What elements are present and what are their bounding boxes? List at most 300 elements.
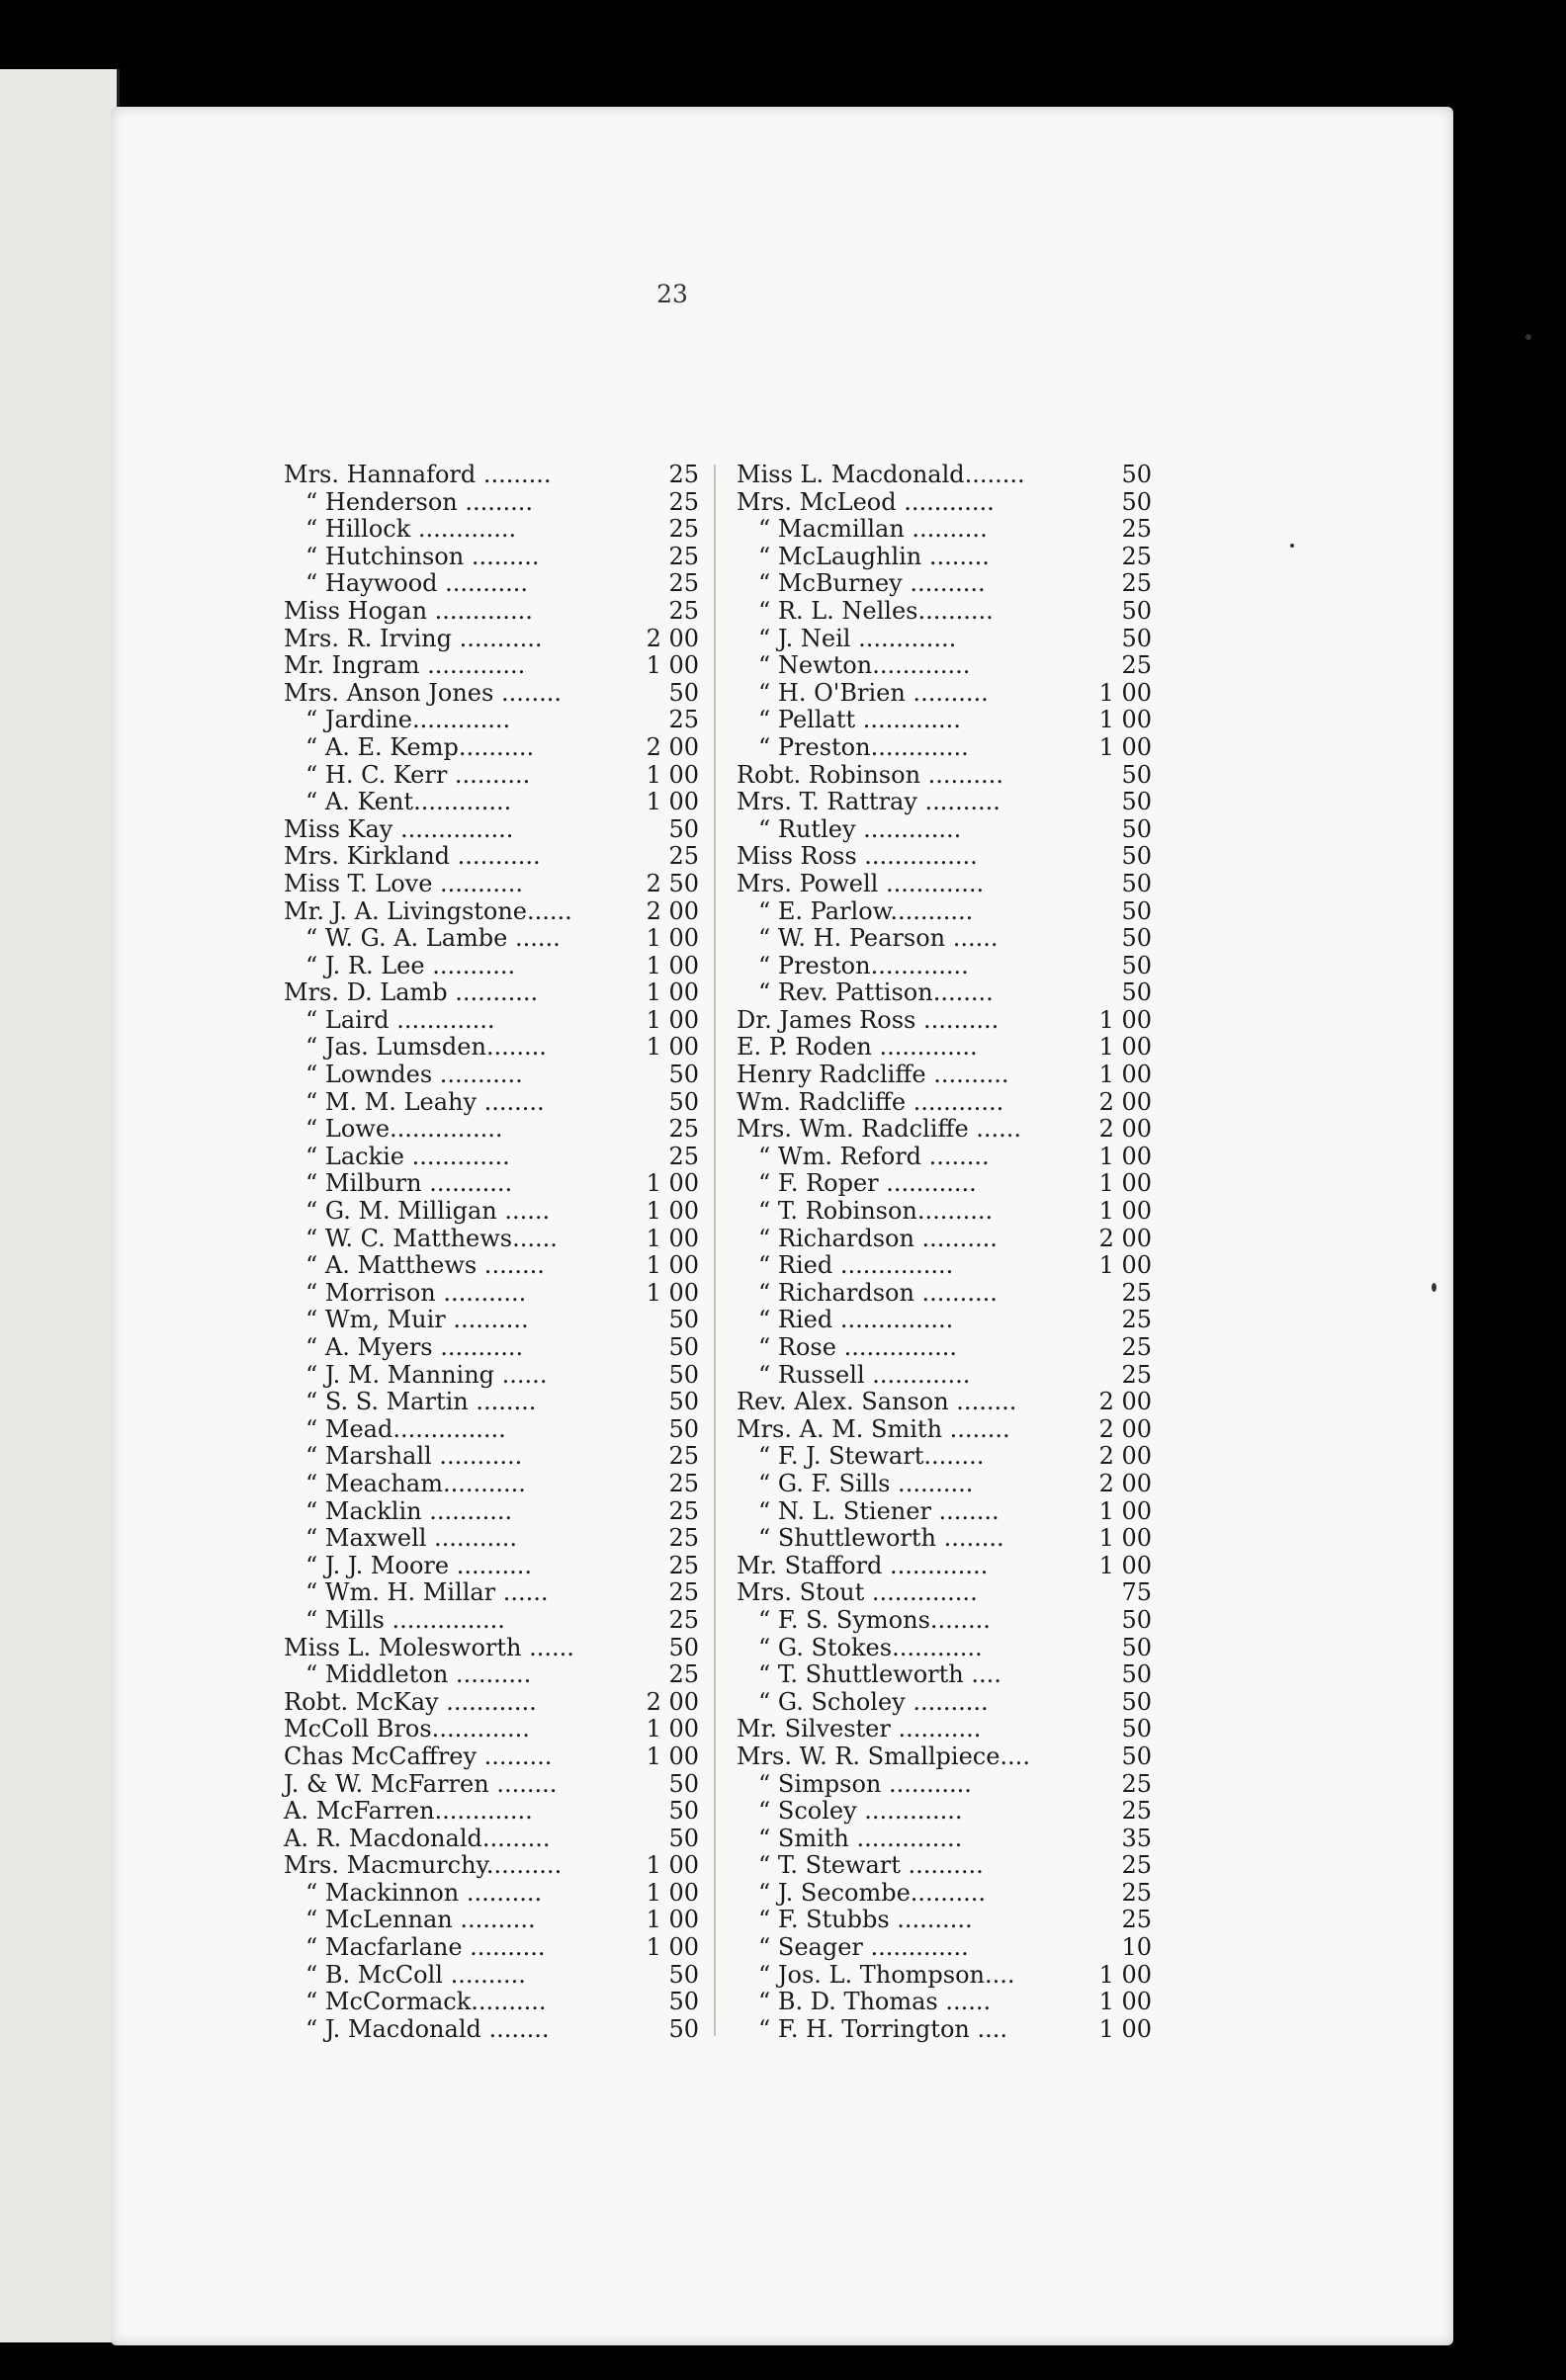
subscriber-entry <box>737 1907 1152 1934</box>
subscriber-entry <box>737 1144 1152 1171</box>
subscriber-entry <box>284 1144 699 1171</box>
subscriber-name: Robt. Robinson .......... <box>737 760 1003 789</box>
subscription-amount: 2 00 <box>1098 1115 1152 1144</box>
subscriber-entry <box>737 1607 1152 1635</box>
subscriber-entry <box>737 1579 1152 1607</box>
subscription-amount: 1 00 <box>646 1933 699 1962</box>
subscriber-name: Rev. Alex. Sanson ........ <box>737 1388 1017 1416</box>
subscriber-entry <box>284 626 699 653</box>
subscriber-entry <box>737 734 1152 762</box>
subscriber-name: “ A. Matthews ........ <box>305 1251 545 1280</box>
subscription-amount: 50 <box>668 1306 699 1334</box>
subscriber-name: “ J. Neil ............. <box>758 624 957 652</box>
subscriber-entry <box>737 544 1152 571</box>
subscriber-entry <box>284 898 699 926</box>
subscriber-entry <box>737 707 1152 734</box>
subscriber-entry <box>284 462 699 489</box>
subscriber-name: “ Jardine............. <box>305 706 511 734</box>
subscription-amount: 50 <box>1121 760 1152 789</box>
subscription-amount: 1 00 <box>646 1278 699 1307</box>
subscriber-name: “ B. McColl .......... <box>305 1960 526 1989</box>
subscriber-name: Wm. Radcliffe ............ <box>737 1087 1004 1116</box>
subscriber-entry <box>284 516 699 544</box>
subscription-amount: 25 <box>1121 569 1152 598</box>
subscriber-name: “ F. H. Torrington .... <box>758 2014 1007 2043</box>
subscriber-entry <box>737 1934 1152 1962</box>
subscriber-name: “ F. J. Stewart........ <box>758 1442 985 1471</box>
subscriber-name: Mrs. Hannaford ......... <box>284 461 552 488</box>
subscriber-entry <box>284 871 699 898</box>
subscriber-name: “ Maxwell ........... <box>305 1524 517 1553</box>
subscription-amount: 50 <box>1121 1605 1152 1634</box>
subscriber-entry <box>284 1635 699 1662</box>
subscription-amount: 1 00 <box>646 1878 699 1907</box>
subscription-amount: 1 00 <box>1098 1033 1152 1062</box>
subscriber-name: “ Ried ............... <box>758 1306 954 1334</box>
subscriber-entry <box>284 1389 699 1416</box>
subscriber-entry <box>737 1962 1152 1990</box>
subscription-amount: 25 <box>1121 1360 1152 1389</box>
subscription-amount: 25 <box>668 569 699 598</box>
subscription-amount: 25 <box>668 1496 699 1525</box>
subscription-amount: 50 <box>1121 842 1152 871</box>
subscriber-name: “ McCormack.......... <box>305 1988 547 2016</box>
subscriber-entry <box>737 516 1152 544</box>
subscriber-entry <box>284 1498 699 1526</box>
subscriber-entry <box>284 489 699 517</box>
subscription-amount: 2 00 <box>1098 1442 1152 1471</box>
subscriber-entry <box>284 816 699 844</box>
subscriber-entry <box>737 1771 1152 1799</box>
subscriber-name: Mr. Stafford ............. <box>737 1551 989 1579</box>
subscriber-name: Mr. Ingram ............. <box>284 651 526 680</box>
subscriber-name: Mr. Silvester ........... <box>737 1715 982 1743</box>
subscription-amount: 25 <box>1121 1278 1152 1307</box>
subscriber-entry <box>284 1362 699 1390</box>
subscriber-entry <box>737 1389 1152 1416</box>
subscriber-name: “ Richardson .......... <box>758 1278 998 1307</box>
subscription-amount: 50 <box>1121 1742 1152 1770</box>
subscription-amount: 1 00 <box>1098 2014 1152 2043</box>
subscriber-name: Dr. James Ross .......... <box>737 1005 1000 1034</box>
subscription-amount: 2 00 <box>646 732 699 761</box>
subscription-amount: 25 <box>668 1660 699 1689</box>
subscriber-entry <box>737 680 1152 708</box>
subscriber-name: “ McLennan .......... <box>305 1906 536 1934</box>
subscription-amount: 1 00 <box>1098 1169 1152 1198</box>
subscription-amount: 1 00 <box>1098 1988 1152 2016</box>
subscriber-name: “ Macfarlane .......... <box>305 1933 546 1962</box>
subscriber-name: Mrs. D. Lamb ........... <box>284 978 539 1007</box>
subscriber-entry <box>737 462 1152 489</box>
subscription-amount: 50 <box>668 1633 699 1661</box>
subscription-amount: 1 00 <box>646 1224 699 1252</box>
subscriber-name: “ F. Stubbs .......... <box>758 1906 973 1934</box>
subscriber-entry <box>284 1307 699 1334</box>
subscription-amount: 1 00 <box>646 651 699 680</box>
subscriber-name: “ F. S. Symons........ <box>758 1605 991 1634</box>
subscription-amount: 75 <box>1121 1578 1152 1607</box>
subscription-amount: 50 <box>668 814 699 843</box>
subscriber-name: “ J. Secombe.......... <box>758 1878 987 1907</box>
subscription-amount: 50 <box>668 1824 699 1852</box>
subscription-amount: 2 00 <box>646 896 699 925</box>
subscriber-entry <box>737 1416 1152 1444</box>
subscriber-name: “ Marshall ........... <box>305 1442 523 1471</box>
subscriber-name: “ J. M. Manning ...... <box>305 1360 548 1389</box>
subscriber-name: “ J. Macdonald ........ <box>305 2014 550 2043</box>
subscriber-name: “ Rose ............... <box>758 1333 957 1361</box>
subscriber-name: “ Henderson ......... <box>305 487 534 516</box>
subscription-amount: 50 <box>668 1988 699 2016</box>
subscription-amount: 25 <box>668 1469 699 1497</box>
subscriber-name: “ Lowe............... <box>305 1115 503 1144</box>
subscriber-name: Henry Radcliffe .......... <box>737 1061 1009 1089</box>
subscriber-name: “ H. C. Kerr .......... <box>305 760 531 789</box>
subscriber-name: “ Simpson ........... <box>758 1769 972 1798</box>
subscriber-entry <box>737 1252 1152 1280</box>
subscriber-entry <box>284 1443 699 1471</box>
subscriber-name: “ Wm. Reford ........ <box>758 1142 990 1170</box>
subscriber-name: “ G. F. Sills .......... <box>758 1469 974 1497</box>
subscriber-entry <box>284 1880 699 1908</box>
subscriber-entry <box>284 762 699 790</box>
subscription-amount: 50 <box>1121 487 1152 516</box>
subscriber-entry <box>737 1716 1152 1743</box>
subscription-amount: 50 <box>1121 624 1152 652</box>
subscription-amount: 25 <box>668 487 699 516</box>
subscriber-entry <box>737 1798 1152 1826</box>
subscriber-entry <box>737 871 1152 898</box>
subscriber-name: “ Rutley ............. <box>758 814 962 843</box>
subscription-amount: 1 00 <box>1098 1524 1152 1553</box>
subscriber-name: “ Rev. Pattison........ <box>758 978 994 1007</box>
subscriber-entry <box>737 1170 1152 1198</box>
subscriber-entry <box>737 1307 1152 1334</box>
ink-speck <box>1525 334 1531 340</box>
subscriber-entry <box>284 652 699 680</box>
subscriber-name: “ W. H. Pearson ...... <box>758 924 999 953</box>
subscriber-name: “ W. G. A. Lambe ...... <box>305 924 561 953</box>
subscription-amount: 1 00 <box>1098 706 1152 734</box>
subscription-amount: 25 <box>1121 515 1152 544</box>
subscriber-entry <box>737 1226 1152 1253</box>
subscriber-entry <box>284 1798 699 1826</box>
subscriber-entry <box>737 1280 1152 1308</box>
subscriber-name: Mr. J. A. Livingstone...... <box>284 896 572 925</box>
subscription-amount: 50 <box>668 1388 699 1416</box>
subscriber-name: Mrs. Kirkland ........... <box>284 842 541 871</box>
subscriber-entry <box>284 1116 699 1144</box>
subscriber-name: “ T. Robinson.......... <box>758 1197 994 1226</box>
subscriber-entry <box>284 789 699 816</box>
subscriber-entry <box>737 979 1152 1007</box>
subscriber-name: E. P. Roden ............. <box>737 1033 978 1062</box>
subscriber-list-right <box>737 462 1152 2043</box>
subscriber-name: “ Macmillan .......... <box>758 515 988 544</box>
subscriber-entry <box>284 1280 699 1308</box>
subscriber-name: Mrs. Wm. Radcliffe ...... <box>737 1115 1022 1144</box>
subscription-amount: 25 <box>1121 1797 1152 1826</box>
subscriber-entry <box>737 1334 1152 1362</box>
subscriber-entry <box>737 1689 1152 1717</box>
subscription-amount: 1 00 <box>646 1005 699 1034</box>
subscriber-entry <box>737 1362 1152 1390</box>
subscriber-entry <box>284 1170 699 1198</box>
subscription-amount: 25 <box>668 706 699 734</box>
subscriber-name: “ Mackinnon .......... <box>305 1878 543 1907</box>
subscriber-name: “ Lackie ............. <box>305 1142 510 1170</box>
subscription-amount: 1 00 <box>646 1169 699 1198</box>
subscription-amount: 1 00 <box>1098 678 1152 707</box>
subscriber-name: Mrs. R. Irving ........... <box>284 624 543 652</box>
subscriber-name: “ Russell ............. <box>758 1360 971 1389</box>
subscriber-name: Mrs. Powell ............. <box>737 869 985 897</box>
subscriber-name: “ Hillock ............. <box>305 515 517 544</box>
subscriber-name: “ Smith .............. <box>758 1824 963 1852</box>
subscriber-name: “ Hutchinson ......... <box>305 542 540 570</box>
subscription-amount: 25 <box>1121 1306 1152 1334</box>
subscriber-name: Robt. McKay ............ <box>284 1687 537 1716</box>
subscription-amount: 2 00 <box>1098 1469 1152 1497</box>
subscriber-entry <box>284 1852 699 1880</box>
subscription-amount: 50 <box>668 2014 699 2043</box>
subscriber-entry <box>737 1852 1152 1880</box>
subscription-amount: 1 00 <box>646 978 699 1007</box>
subscription-amount: 50 <box>1121 788 1152 816</box>
subscription-amount: 50 <box>668 1333 699 1361</box>
subscription-amount: 25 <box>668 461 699 488</box>
subscriber-name: Mrs. A. M. Smith ........ <box>737 1414 1010 1443</box>
subscriber-name: McColl Bros............. <box>284 1715 530 1743</box>
subscriber-entry <box>737 652 1152 680</box>
subscriber-name: “ Laird ............. <box>305 1005 495 1034</box>
subscription-amount: 25 <box>668 542 699 570</box>
subscriber-name: “ Macklin ........... <box>305 1496 513 1525</box>
subscriber-name: Miss Hogan ............. <box>284 596 533 625</box>
subscriber-entry <box>737 1635 1152 1662</box>
subscription-amount: 50 <box>668 1061 699 1089</box>
subscriber-name: Miss L. Molesworth ...... <box>284 1633 574 1661</box>
subscription-amount: 50 <box>1121 896 1152 925</box>
subscriber-entry <box>737 898 1152 926</box>
subscriber-name: “ G. Stokes............ <box>758 1633 983 1661</box>
subscriber-entry <box>284 843 699 871</box>
subscriber-name: Miss Ross ............... <box>737 842 978 871</box>
subscriber-entry <box>737 1116 1152 1144</box>
subscription-amount: 1 00 <box>1098 1251 1152 1280</box>
subscription-amount: 1 00 <box>646 924 699 953</box>
subscriber-name: “ McBurney .......... <box>758 569 986 598</box>
subscription-amount: 50 <box>1121 814 1152 843</box>
subscription-amount: 50 <box>668 1360 699 1389</box>
subscriber-name: “ Ried ............... <box>758 1251 954 1280</box>
subscriber-name: “ Shuttleworth ........ <box>758 1524 1004 1553</box>
subscription-amount: 50 <box>1121 1715 1152 1743</box>
subscriber-name: Mrs. Anson Jones ........ <box>284 678 562 707</box>
subscription-amount: 1 00 <box>1098 1061 1152 1089</box>
subscriber-entry <box>284 734 699 762</box>
subscriber-entry <box>284 1962 699 1990</box>
subscriber-entry <box>284 1826 699 1853</box>
subscriber-entry <box>284 1089 699 1117</box>
subscription-amount: 50 <box>1121 869 1152 897</box>
subscription-amount: 35 <box>1121 1824 1152 1852</box>
subscription-amount: 50 <box>668 1769 699 1798</box>
subscriber-entry <box>284 1907 699 1934</box>
subscriber-entry <box>737 1553 1152 1580</box>
subscriber-name: “ A. Myers ........... <box>305 1333 524 1361</box>
subscription-amount: 50 <box>1121 1633 1152 1661</box>
subscription-amount: 1 00 <box>646 1906 699 1934</box>
subscriber-name: Mrs. Macmurchy.......... <box>284 1851 563 1880</box>
subscriber-name: “ E. Parlow........... <box>758 896 974 925</box>
subscriber-name: “ Wm, Muir .......... <box>305 1306 529 1334</box>
subscriber-name: “ T. Stewart .......... <box>758 1851 984 1880</box>
subscriber-name: Miss L. Macdonald........ <box>737 461 1025 488</box>
subscription-amount: 1 00 <box>646 1715 699 1743</box>
subscription-amount: 1 00 <box>646 1851 699 1880</box>
subscriber-entry <box>737 1443 1152 1471</box>
subscription-amount: 50 <box>1121 596 1152 625</box>
subscription-amount: 1 00 <box>646 951 699 979</box>
subscriber-entry <box>737 598 1152 626</box>
subscription-amount: 2 00 <box>1098 1388 1152 1416</box>
subscriber-entry <box>284 1934 699 1962</box>
subscription-amount: 25 <box>668 596 699 625</box>
subscription-amount: 50 <box>1121 1687 1152 1716</box>
subscription-amount: 1 00 <box>1098 1142 1152 1170</box>
subscriber-entry <box>737 1471 1152 1498</box>
subscriber-entry <box>737 843 1152 871</box>
subscriber-name: Mrs. T. Rattray .......... <box>737 788 1000 816</box>
subscriber-name: “ Newton............. <box>758 651 971 680</box>
subscriber-name: J. & W. McFarren ........ <box>284 1769 558 1798</box>
subscription-amount: 25 <box>668 1578 699 1607</box>
subscriber-entry <box>737 789 1152 816</box>
subscriber-entry <box>737 925 1152 953</box>
subscription-amount: 25 <box>1121 651 1152 680</box>
ink-speck <box>1290 544 1294 548</box>
subscription-amount: 25 <box>668 515 699 544</box>
subscription-amount: 2 00 <box>1098 1087 1152 1116</box>
subscriber-name: “ Jas. Lumsden........ <box>305 1033 547 1062</box>
subscriber-entry <box>737 1525 1152 1553</box>
subscriber-entry <box>284 2016 699 2044</box>
subscriber-entry <box>284 707 699 734</box>
subscriber-entry <box>737 1007 1152 1035</box>
subscription-amount: 25 <box>668 1142 699 1170</box>
subscription-amount: 2 00 <box>1098 1224 1152 1252</box>
subscription-amount: 1 00 <box>1098 1960 1152 1989</box>
subscriber-name: “ W. C. Matthews...... <box>305 1224 558 1252</box>
page-number: 23 <box>656 280 688 308</box>
subscriber-entry <box>284 1743 699 1771</box>
subscriber-name: “ F. Roper ............ <box>758 1169 977 1198</box>
subscriber-entry <box>284 925 699 953</box>
subscriber-name: Mrs. Stout .............. <box>737 1578 978 1607</box>
subscriber-entry <box>284 598 699 626</box>
subscriber-entry <box>737 1062 1152 1089</box>
subscriber-name: “ Richardson .......... <box>758 1224 998 1252</box>
subscriber-name: “ B. D. Thomas ...... <box>758 1988 992 2016</box>
subscriber-name: “ Preston............. <box>758 732 969 761</box>
subscriber-name: Chas McCaffrey ......... <box>284 1742 553 1770</box>
subscription-amount: 50 <box>668 1797 699 1826</box>
subscriber-entry <box>284 1771 699 1799</box>
subscriber-name: Mrs. W. R. Smallpiece.... <box>737 1742 1030 1770</box>
subscription-amount: 50 <box>1121 951 1152 979</box>
subscriber-name: “ Preston............. <box>758 951 969 979</box>
subscriber-entry <box>284 680 699 708</box>
subscriber-name: “ S. S. Martin ........ <box>305 1388 537 1416</box>
subscription-amount: 1 00 <box>646 760 699 789</box>
subscriber-name: “ A. Kent............. <box>305 788 512 816</box>
subscriber-name: “ Lowndes ........... <box>305 1061 523 1089</box>
subscriber-name: “ Meacham........... <box>305 1469 526 1497</box>
subscriber-name: “ Wm. H. Millar ...... <box>305 1578 549 1607</box>
subscriber-name: Mrs. McLeod ............ <box>737 487 995 516</box>
subscriber-name: “ Milburn ........... <box>305 1169 513 1198</box>
subscription-amount: 25 <box>668 1442 699 1471</box>
subscriber-entry <box>284 1062 699 1089</box>
subscription-amount: 1 00 <box>646 1251 699 1280</box>
subscription-amount: 2 50 <box>646 869 699 897</box>
column-divider <box>714 465 716 2036</box>
subscription-amount: 1 00 <box>646 1197 699 1226</box>
subscriber-name: “ Middleton .......... <box>305 1660 532 1689</box>
subscriber-entry <box>284 1007 699 1035</box>
subscriber-entry <box>737 1498 1152 1526</box>
subscription-amount: 50 <box>1121 461 1152 488</box>
subscriber-entry <box>737 1661 1152 1689</box>
subscription-amount: 25 <box>1121 542 1152 570</box>
subscription-amount: 25 <box>1121 1333 1152 1361</box>
subscription-amount: 2 00 <box>1098 1414 1152 1443</box>
subscription-amount: 1 00 <box>646 1742 699 1770</box>
subscriber-entry <box>284 1252 699 1280</box>
subscriber-entry <box>284 1579 699 1607</box>
subscriber-entry <box>737 570 1152 598</box>
subscriber-name: “ Jos. L. Thompson.... <box>758 1960 1015 1989</box>
subscriber-name: A. R. Macdonald......... <box>284 1824 551 1852</box>
subscriber-entry <box>737 626 1152 653</box>
subscription-amount: 1 00 <box>1098 732 1152 761</box>
subscriber-entry <box>737 1743 1152 1771</box>
subscriber-name: “ J. J. Moore .......... <box>305 1551 532 1579</box>
subscriber-name: “ Haywood ........... <box>305 569 529 598</box>
subscription-amount: 25 <box>1121 1851 1152 1880</box>
subscriber-entry <box>284 570 699 598</box>
subscriber-entry <box>737 1198 1152 1226</box>
subscriber-entry <box>284 1525 699 1553</box>
subscriber-name: “ Mead............... <box>305 1414 506 1443</box>
subscriber-name: A. McFarren............. <box>284 1797 533 1826</box>
subscriber-entry <box>737 2016 1152 2044</box>
subscription-amount: 25 <box>668 842 699 871</box>
subscriber-name: “ Scoley ............. <box>758 1797 963 1826</box>
subscription-amount: 2 00 <box>646 1687 699 1716</box>
subscriber-name: “ G. M. Milligan ...... <box>305 1197 551 1226</box>
subscriber-entry <box>284 1416 699 1444</box>
subscriber-name: “ McLaughlin ........ <box>758 542 990 570</box>
subscription-amount: 1 00 <box>1098 1197 1152 1226</box>
subscription-amount: 50 <box>668 1087 699 1116</box>
subscriber-entry <box>284 1034 699 1062</box>
subscription-amount: 25 <box>668 1605 699 1634</box>
subscriber-name: “ Morrison ........... <box>305 1278 527 1307</box>
subscriber-name: “ T. Shuttleworth .... <box>758 1660 1001 1689</box>
